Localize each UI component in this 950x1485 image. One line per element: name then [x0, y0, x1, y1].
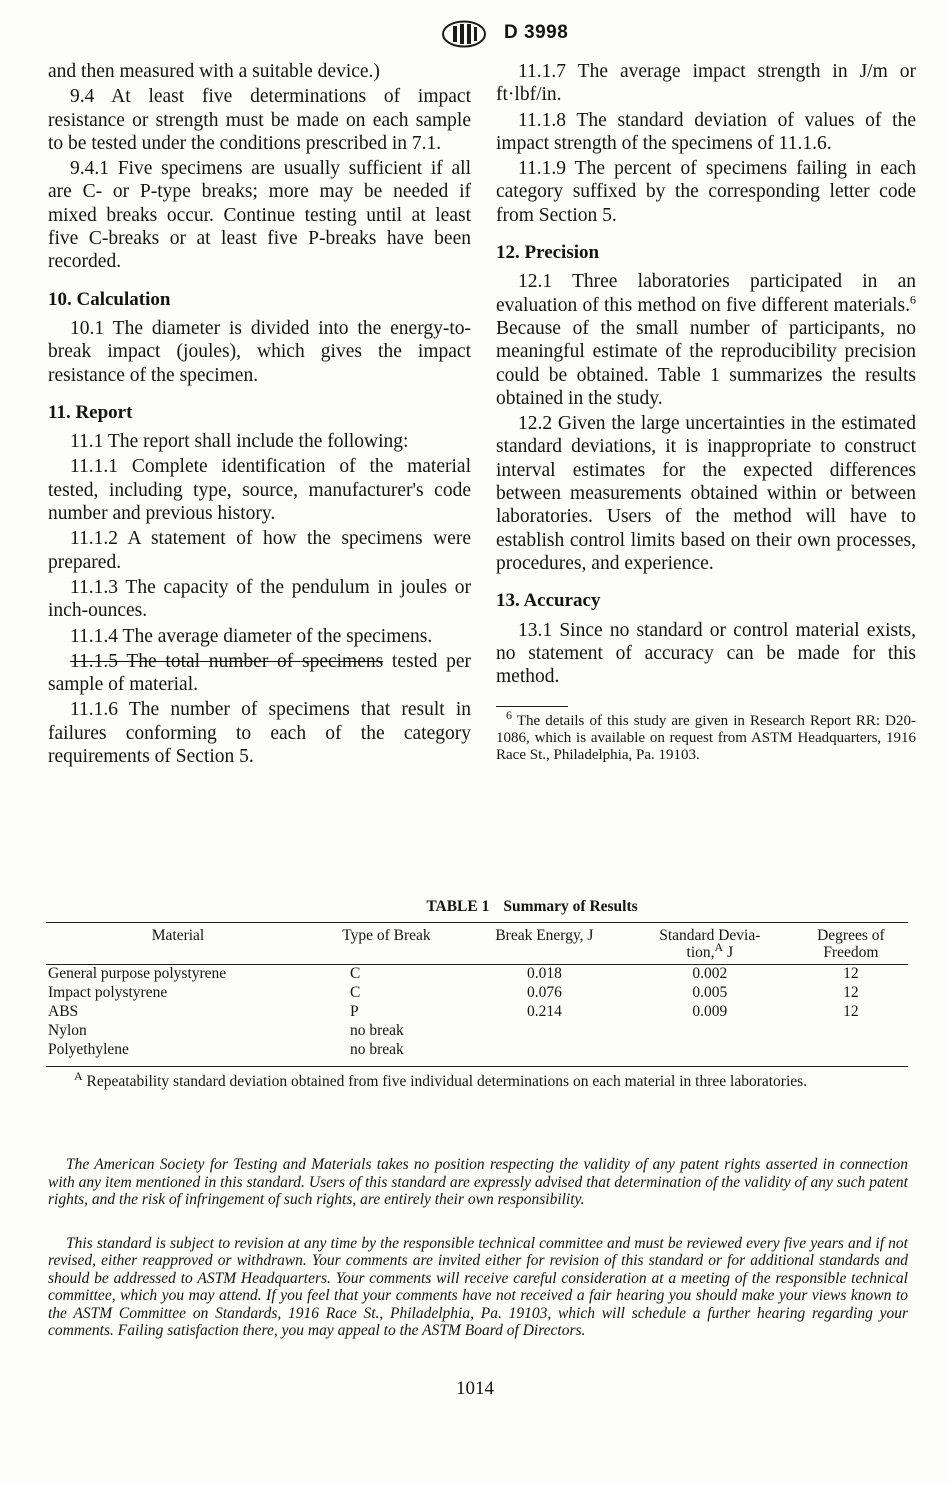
paragraph-text: Because of the small number of participants, no meaningful estimate of the reproducibility precision could be obtained. Table 1 summarizes the results obtained in the study. — [496, 317, 916, 409]
table-row — [46, 965, 908, 985]
footnote-mark: A — [714, 939, 724, 954]
cell-std-dev — [626, 1022, 794, 1041]
cell-df: 12 — [843, 965, 859, 982]
struck-text: 11.1.5 The total number of specimens — [70, 650, 384, 672]
cell-std-dev: 0.002 — [692, 965, 728, 982]
astm-logo-icon — [440, 20, 488, 48]
cell-energy — [463, 1022, 626, 1041]
column-header-material: Material — [46, 923, 310, 965]
table-title: Summary of Results — [503, 898, 638, 915]
column-header-energy: Break Energy, J — [463, 923, 626, 965]
cell-material: ABS — [48, 1003, 79, 1020]
paragraph-text: tested per sample of material. — [48, 650, 471, 696]
cell-std-dev: 0.009 — [692, 1003, 728, 1020]
page-number: 1014 — [456, 1378, 494, 1399]
cell-type: P — [350, 1003, 359, 1020]
section-heading-precision: 12. Precision — [496, 242, 600, 264]
cell-energy — [463, 1041, 626, 1067]
cell-df: 12 — [843, 1003, 859, 1020]
paragraph-13-1: 13.1 Since no standard or control material exists, no statement of accuracy can be made for this method. — [496, 619, 916, 688]
paragraph-11-1-5 — [48, 650, 471, 697]
cell-std-dev: 0.005 — [692, 984, 728, 1001]
cell-type: C — [350, 965, 361, 982]
header-text: Standard Devia- — [659, 927, 761, 944]
paragraph-9-4-1: 9.4.1 Five specimens are usually sufficient if all are C- or P-type breaks; more may be needed if mixed breaks occur. Continue testing until at least five C-breaks or at least five P-breaks have been recorded. — [48, 158, 471, 273]
column-header-degrees-freedom — [794, 923, 908, 965]
paragraph-9-4: 9.4 At least five determinations of impact resistance or strength must be made on each sample to be tested under the conditions prescribed in 7.1. — [48, 86, 471, 154]
cell-energy: 0.018 — [526, 965, 562, 982]
cell-material: Impact polystyrene — [48, 984, 168, 1001]
cell-type: no break — [350, 1022, 404, 1039]
table-row — [46, 984, 908, 1003]
patent-notice: The American Society for Testing and Materials takes no position respecting the validity of any patent rights asserted in connection with any item mentioned in this standard. Users of this standard are expressly advised that determination of the validity of any such patent rights, and the risk of infringement of such rights, are entirely their own responsibility. — [48, 1156, 908, 1208]
paragraph-11-1-9: 11.1.9 The percent of specimens failing in each category suffixed by the corresponding letter code from Section 5. — [496, 158, 916, 226]
footnote-text: The details of this study are given in Research Report RR: D20-1086, which is available on request from ASTM Headquarters, 1916 Race St., Philadelphia, Pa. 19103. — [496, 713, 917, 764]
standard-designation: D 3998 — [504, 22, 569, 43]
header-text: tion, — [686, 944, 715, 961]
header-text: Freedom — [823, 944, 879, 961]
page-header — [440, 18, 640, 52]
footnote — [496, 708, 917, 764]
paragraph-12-2: 12.2 Given the large uncertainties in the estimated standard deviations, it is inappropriate to construct interval estimates for the expected differences between measurements obtained within or between laboratories. Users of the method will have to establish control limits based on their own processes, procedures, and experience. — [496, 413, 916, 574]
table-footnote — [46, 1068, 908, 1091]
paragraph-11-1-6: 11.1.6 The number of specimens that result in failures conforming to each of the category requirements of Section 5. — [48, 699, 471, 768]
footnote-mark: A — [74, 1068, 83, 1083]
table-row — [46, 1041, 908, 1067]
paragraph-11-1: 11.1 The report shall include the following: — [70, 431, 409, 453]
footnote-text: Repeatability standard deviation obtained from five individual determinations on each material in three laboratories. — [82, 1073, 808, 1090]
paragraph-11-1-4: 11.1.4 The average diameter of the specimens. — [70, 625, 433, 647]
cell-material: Nylon — [48, 1022, 87, 1039]
paragraph-11-1-1: 11.1.1 Complete identification of the material tested, including type, source, manufacturer's code number and previous history. — [48, 456, 471, 525]
paragraph: and then measured with a suitable device.) — [48, 61, 380, 82]
cell-df — [794, 1022, 908, 1041]
revision-notice: This standard is subject to revision at any time by the responsible technical committee and must be reviewed every five years and if not revised, either reapproved or withdrawn. Your comments are invited either for revision of this standard or for additional standards and should be addressed to ASTM Headquarters. Your comments will receive careful consideration at a meeting of the responsible technical committee, which you may attend. If you feel that your comments have not received a fair hearing you should make your views known to the ASTM Committee on Standards, 1916 Race St., Philadelphia, Pa. 19103, which will schedule a further hearing regarding your comments. Failing satisfaction there, you may appeal to the ASTM Board of Directors. — [48, 1234, 908, 1339]
section-heading-accuracy: 13. Accuracy — [496, 590, 601, 612]
table-caption — [156, 898, 908, 916]
header-text: Degrees of — [817, 927, 885, 944]
table-label: TABLE 1 — [426, 898, 490, 915]
results-table — [46, 922, 908, 1067]
cell-type: C — [350, 984, 361, 1001]
paragraph-11-1-8: 11.1.8 The standard deviation of values of the impact strength of the specimens of 11.1.6. — [496, 109, 916, 154]
left-column — [48, 60, 471, 770]
paragraph-10-1: 10.1 The diameter is divided into the energy-to-break impact (joules), which gives the impact resistance of the specimen. — [48, 317, 471, 386]
table-header-row — [46, 923, 908, 965]
header-text: J — [723, 944, 734, 961]
paragraph-11-1-3: 11.1.3 The capacity of the pendulum in joules or inch-ounces. — [48, 576, 471, 622]
footnote-mark: 6 — [506, 708, 512, 723]
cell-df: 12 — [843, 984, 859, 1001]
cell-std-dev — [626, 1041, 794, 1067]
cell-energy: 0.076 — [526, 984, 562, 1001]
results-table-block — [46, 898, 908, 1091]
table-row — [46, 1003, 908, 1022]
cell-type: no break — [310, 1041, 463, 1067]
cell-energy: 0.214 — [526, 1003, 562, 1020]
paragraph-text: 12.1 Three laboratories participated in an evaluation of this method on five different materials. — [496, 271, 916, 316]
section-heading-report: 11. Report — [48, 401, 133, 423]
paragraph-12-1 — [496, 270, 916, 410]
paragraph-11-1-2: 11.1.2 A statement of how the specimens were prepared. — [48, 528, 471, 573]
column-header-type: Type of Break — [310, 923, 463, 965]
cell-material: General purpose polystyrene — [48, 965, 227, 982]
paragraph-11-1-7: 11.1.7 The average impact strength in J/m or ft·lbf/in. — [496, 61, 916, 106]
table-row — [46, 1022, 908, 1041]
cell-material: Polyethylene — [46, 1041, 310, 1067]
footnote-divider — [496, 706, 568, 707]
footnote-reference: 6 — [910, 292, 916, 307]
section-heading-calculation: 10. Calculation — [48, 288, 171, 310]
column-header-std-dev — [626, 923, 794, 965]
cell-df — [794, 1041, 908, 1067]
legal-notice — [48, 1156, 908, 1366]
right-column — [496, 60, 916, 766]
